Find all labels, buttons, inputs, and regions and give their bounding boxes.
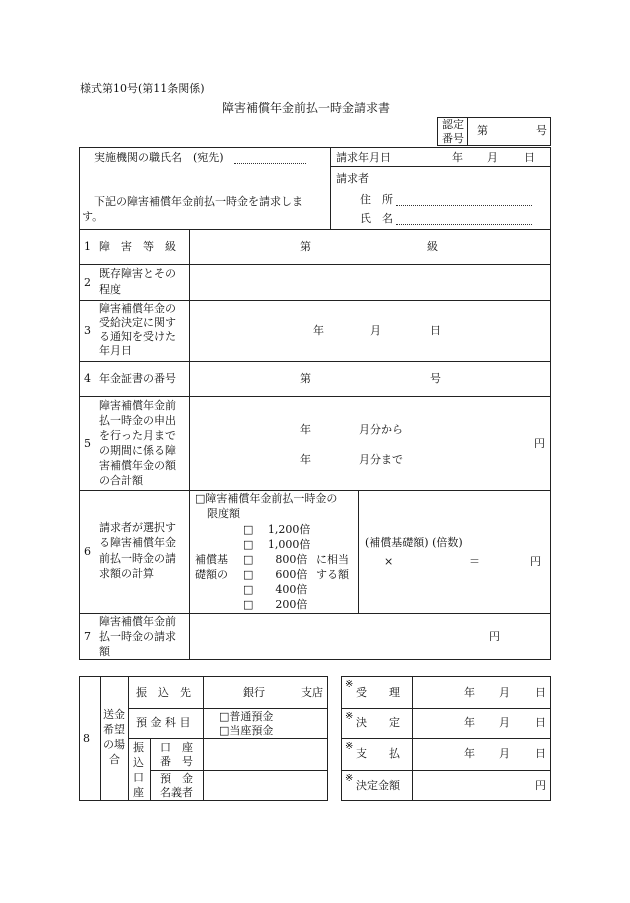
- times-sign: ×: [384, 555, 394, 568]
- cert-dai: 第: [477, 124, 488, 137]
- multiple-option[interactable]: □ 1,000倍: [243, 538, 311, 551]
- received-day: 日: [535, 686, 546, 699]
- office-mark: ※: [345, 741, 354, 752]
- multiple-option[interactable]: □ 200倍: [243, 598, 308, 611]
- account-holder-label: 預 金: [160, 772, 193, 785]
- pension-total-label: を行った月まで: [99, 429, 176, 442]
- row-number: 8: [83, 732, 90, 745]
- notice-date-label: る通知を受けた: [99, 330, 176, 343]
- from-month: 月分から: [359, 423, 403, 436]
- transfer-label: の場: [103, 738, 125, 751]
- cert-label: 番号: [442, 132, 464, 145]
- pension-total-label: 障害補償年金前: [99, 399, 176, 412]
- notice-date-label: 年月日: [99, 344, 132, 357]
- claimant-address-label: 住 所: [360, 193, 393, 206]
- transfer-label: 合: [109, 753, 120, 766]
- notice-date-label: 障害補償年金の: [99, 302, 176, 315]
- claim-amount-label: 額: [99, 645, 110, 658]
- bank-name-label: 振 込 先: [136, 686, 191, 699]
- claim-date-month: 月: [487, 151, 498, 164]
- calc-header: (補償基礎額) (倍数): [365, 536, 463, 549]
- claim-date-day: 日: [524, 151, 535, 164]
- multiple-option[interactable]: □ 400倍: [243, 583, 308, 596]
- account-type-label: 預 金 科 目: [136, 716, 191, 729]
- equivalent-label: する額: [316, 568, 349, 581]
- notice-year: 年: [313, 324, 324, 337]
- limit-checkbox[interactable]: □障害補償年金前払一時金の: [195, 492, 338, 505]
- claim-date-year: 年: [452, 151, 463, 164]
- disability-grade-label: 障 害 等 級: [99, 240, 176, 253]
- decided-year: 年: [464, 716, 475, 729]
- row-number: 2: [84, 276, 91, 289]
- transfer-account-label: 座: [133, 786, 144, 799]
- received-month: 月: [499, 686, 510, 699]
- existing-disability-label: 既存障害とその: [99, 267, 176, 280]
- row-number: 6: [84, 545, 91, 558]
- request-text: す。: [82, 210, 104, 223]
- bank-ginko: 銀行: [243, 686, 265, 699]
- pension-total-yen: 円: [534, 437, 545, 450]
- form-number: 様式第10号(第11条関係): [80, 82, 205, 95]
- transfer-label: 希望: [103, 723, 125, 736]
- savings-checkbox[interactable]: □普通預金: [219, 710, 274, 723]
- calc-label: 求額の計算: [99, 567, 154, 580]
- transfer-account-label: 口: [133, 771, 144, 784]
- claim-date-label: 請求年月日: [336, 151, 391, 164]
- calc-label: る障害補償年金: [99, 536, 176, 549]
- received-year: 年: [464, 686, 475, 699]
- row-number: 1: [84, 240, 91, 253]
- equals-sign: ＝: [469, 555, 480, 568]
- calc-label: 請求者が選択す: [99, 521, 176, 534]
- paid-month: 月: [499, 747, 510, 760]
- bank-shiten: 支店: [301, 686, 323, 699]
- limit-label: 限度額: [207, 507, 240, 520]
- pension-total-label: 払一時金の申出: [99, 414, 176, 427]
- notice-date-label: 受給決定に関す: [99, 316, 176, 329]
- multiple-option[interactable]: □ 800倍: [243, 553, 308, 566]
- transfer-account-label: 込: [133, 756, 144, 769]
- claimant-label: 請求者: [336, 172, 369, 185]
- from-year: 年: [300, 423, 311, 436]
- notice-month: 月: [370, 324, 381, 337]
- certificate-number-label: 年金証書の番号: [99, 372, 176, 385]
- notice-day: 日: [430, 324, 441, 337]
- paid-label: 支 払: [356, 747, 400, 760]
- decided-label: 決 定: [356, 716, 400, 729]
- to-month: 月分まで: [359, 453, 403, 466]
- account-number-label: 口 座: [160, 741, 193, 754]
- office-mark: ※: [345, 773, 354, 784]
- page-title: 障害補償年金前払一時金請求書: [222, 101, 391, 115]
- transfer-label: 送金: [103, 708, 125, 721]
- claim-amount-label: 払一時金の請求: [99, 630, 176, 643]
- request-text: 下記の障害補償年金前払一時金を請求しま: [94, 195, 303, 208]
- to-year: 年: [300, 453, 311, 466]
- decided-amount-label: 決定金額: [356, 779, 400, 792]
- calc-yen: 円: [530, 555, 541, 568]
- calc-label: 前払一時金の請: [99, 552, 176, 565]
- pension-total-label: の合計額: [99, 474, 143, 487]
- pension-total-label: 害補償年金の額: [99, 459, 176, 472]
- base-amount-label: 補償基: [195, 553, 228, 566]
- multiple-option[interactable]: □ 600倍: [243, 568, 308, 581]
- decided-day: 日: [535, 716, 546, 729]
- existing-disability-label: 程度: [99, 283, 121, 296]
- row-number: 4: [84, 372, 91, 385]
- row-number: 7: [84, 630, 91, 643]
- grade-dai: 第: [300, 240, 311, 253]
- account-number-label: 番 号: [160, 755, 193, 768]
- transfer-account-label: 振: [133, 741, 144, 754]
- pension-total-label: の期間に係る障: [99, 444, 176, 457]
- office-mark: ※: [345, 679, 354, 690]
- base-amount-label: 礎額の: [195, 568, 228, 581]
- office-mark: ※: [345, 711, 354, 722]
- claimant-address-field[interactable]: [396, 205, 532, 206]
- row-number: 5: [84, 437, 91, 450]
- account-holder-label: 名義者: [160, 786, 193, 799]
- received-label: 受 理: [356, 686, 400, 699]
- certificate-dai: 第: [300, 372, 311, 385]
- addressee-field[interactable]: [234, 163, 306, 164]
- decided-month: 月: [499, 716, 510, 729]
- paid-year: 年: [464, 747, 475, 760]
- cert-label: 認定: [442, 118, 464, 131]
- row-number: 3: [84, 324, 91, 337]
- addressee-label: 実施機関の職氏名 (宛先): [94, 151, 224, 164]
- equivalent-label: に相当: [316, 553, 349, 566]
- checking-checkbox[interactable]: □当座預金: [219, 724, 274, 737]
- grade-kyu: 級: [427, 240, 438, 253]
- claim-amount-yen: 円: [489, 630, 500, 643]
- multiple-option[interactable]: □ 1,200倍: [243, 523, 311, 536]
- paid-day: 日: [535, 747, 546, 760]
- claim-amount-label: 障害補償年金前: [99, 615, 176, 628]
- claimant-name-label: 氏 名: [360, 212, 393, 225]
- decided-amount-yen: 円: [535, 779, 546, 792]
- claimant-name-field[interactable]: [396, 224, 532, 225]
- cert-go: 号: [536, 124, 547, 137]
- certificate-go: 号: [430, 372, 441, 385]
